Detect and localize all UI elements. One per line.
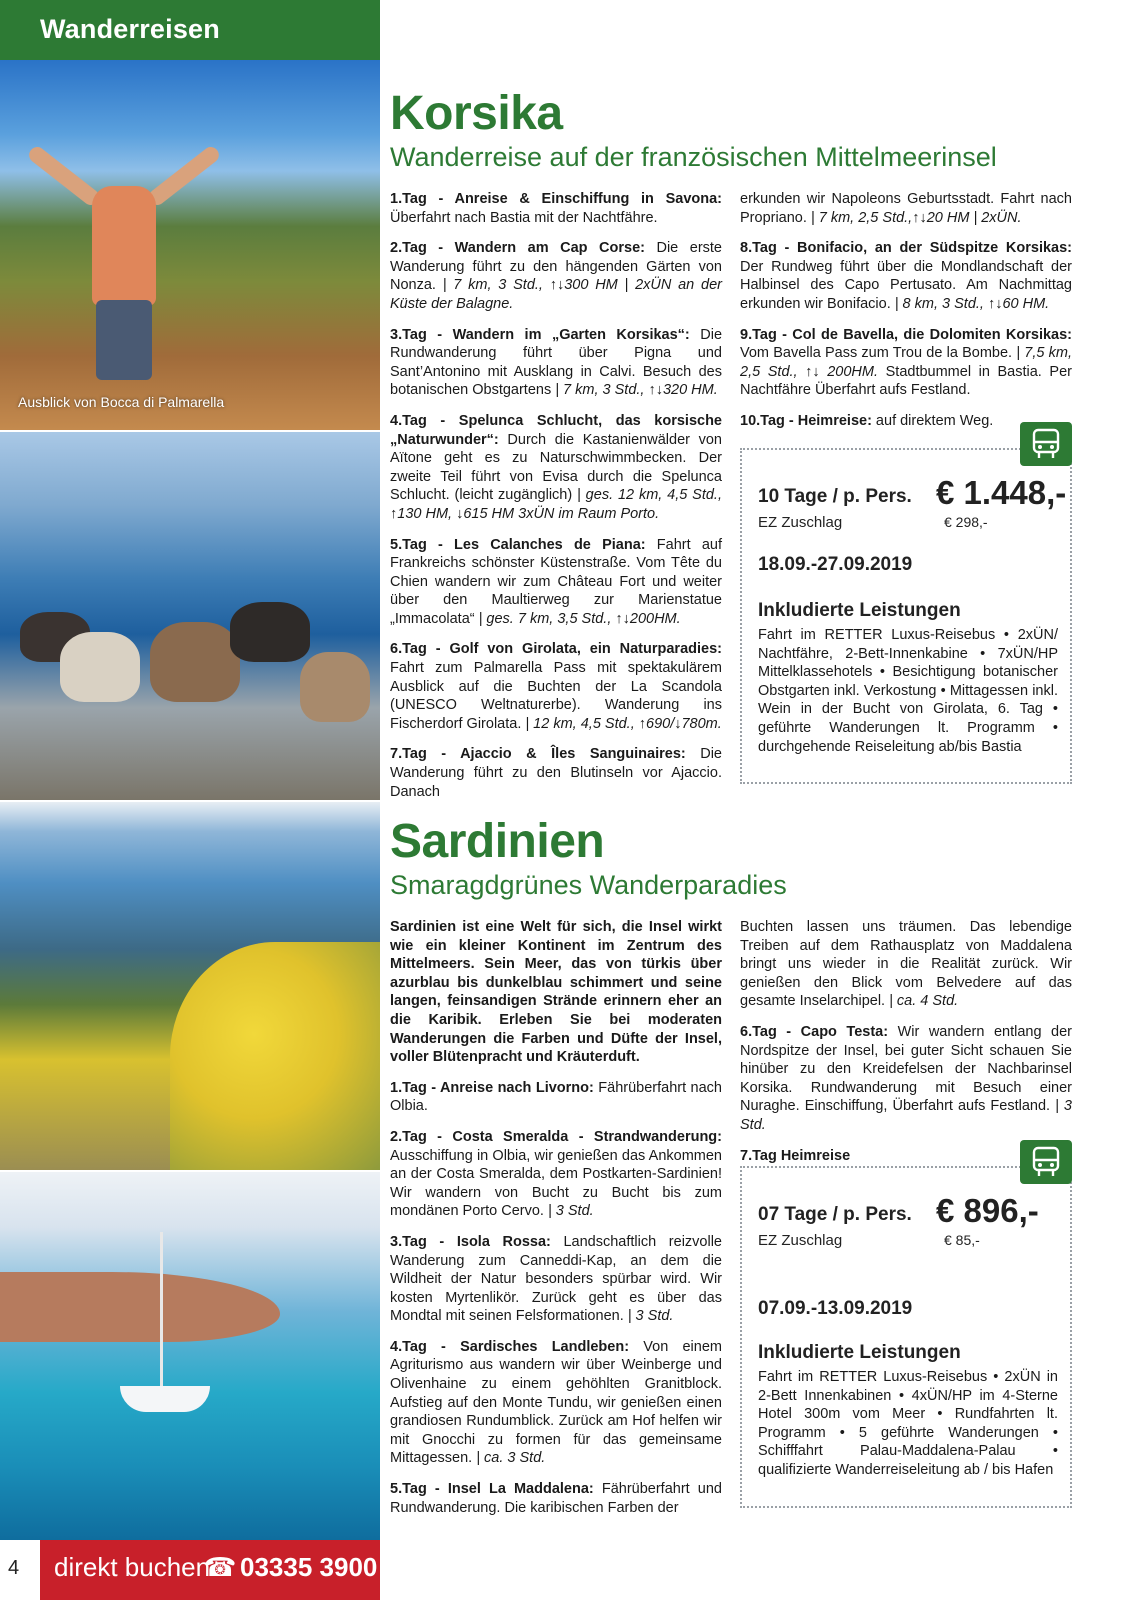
korsika-ez-label: EZ Zuschlag [758, 514, 843, 531]
day-heading: 5.Tag - Insel La Maddalena: [390, 1481, 594, 1498]
day-heading: 2.Tag - Costa Smeralda - Strandwanderung: [390, 1128, 722, 1145]
sardinien-itinerary-left [390, 918, 722, 1529]
day-heading: 3.Tag - Isola Rossa: [390, 1233, 551, 1250]
day-meta: | 3 Std. [740, 1098, 1072, 1133]
sardinien-dates: 07.09.-13.09.2019 [758, 1298, 913, 1319]
day-text: Fahrt auf Frankreichs schönster Küstenstraße. Vom Tête du Chien wandern wir zum Château Fort und weiter über den Maultierweg zur Marienstatue „Immacolata“ [390, 536, 722, 627]
sardinien-ez-label: EZ Zuschlag [758, 1232, 843, 1249]
day-text: Stadtbummel in Bastia. Per Nachtfähre Überfahrt aufs Festland. [740, 363, 1072, 399]
day-heading: 3.Tag - Wandern im „Garten Korsikas“: [390, 326, 690, 343]
korsika-itinerary-right [740, 190, 1072, 443]
day-meta: | ca. 3 Std. [472, 1450, 546, 1467]
day-meta: | 3 Std. [543, 1203, 594, 1220]
day-text: Durch die Kastanienwälder von Aïtone geht es zu Naturschwimmbecken. Der zweite Teil führt von Evisa durch die Spelunca Schlucht. (leicht zugänglich) [390, 431, 722, 504]
day-text: Die Rundwanderung führt über Pigna und Sant’Antonino mit Ausklang in Calvi. Besuch des botanischen Obstgartens [390, 326, 723, 399]
day-entry [390, 190, 722, 227]
day-text: erkunden wir Napoleons Geburtsstadt. Fahrt nach Propriano. [740, 191, 1072, 226]
day-entry [740, 190, 1072, 227]
sardinien-itinerary-right [740, 918, 1072, 1177]
day-text: Landschaftlich reizvolle Wanderung zum Canneddi-Kap, an dem die Wildheit der Natur besonders spürbar wird. Wir kosten Myrtenlikör. Zurück geht es über das Mondtal mit seinen Felsformationen. [390, 1233, 722, 1325]
photo-caption: Ausblick von Bocca di Palmarella [18, 394, 225, 410]
bus-icon [1020, 422, 1072, 466]
photo-goats [0, 432, 380, 800]
day-text: Überfahrt nach Bastia mit der Nachtfähre. [390, 209, 658, 226]
day-entry [390, 1338, 722, 1468]
direkt-buchen-label: direkt buchen [54, 1552, 211, 1582]
day-meta: | ges. 12 km, 4,5 Std., ↑130 HM, ↓615 HM 3xÜN im Raum Porto. [390, 487, 722, 522]
sardinien-included-title: Inkludierte Leistungen [758, 1342, 961, 1363]
day-heading: 7.Tag - Ajaccio & Îles Sanguinaires: [390, 746, 686, 763]
day-text: Wir wandern entlang der Nordspitze der Insel, bei guter Sicht schauen Sie hinüber zu den Kreidefelsen der Nachbarinsel Korsika. Rundwanderung mit Besuch einer Nuraghe. Einschiffung, Überfahrt aufs Festland. [740, 1023, 1073, 1115]
korsika-price: € 1.448,- [936, 474, 1067, 511]
sardinien-title: Sardinien [390, 815, 605, 868]
sardinien-lead: Sardinien ist eine Welt für sich, die Insel wirkt wie ein kleiner Kontinent im Zentrum des Mittelmeers. Sein Meer, das von türkis über azurblau bis dunkelblau schimmert und seine langen, feinsandigen Strände erinnern eher an die Karibik. Erleben Sie bei moderaten Wanderungen die Farben und Düfte der Insel, voller Blütenpracht und Kräuterduft. [390, 919, 722, 1066]
day-text: Die Wanderung führt zu den Blutinseln vor Ajaccio. Danach [390, 746, 722, 800]
day-meta: | 7 km, 3 Std., ↑↓300 HM | 2xÜN an der Küste der Balagne. [390, 277, 722, 312]
day-entry [740, 239, 1072, 313]
page-number: 4 [8, 1557, 20, 1579]
day-entry [390, 640, 722, 733]
sardinien-price: € 896,- [936, 1192, 1039, 1229]
day-text: Die erste Wanderung führt zu den hängenden Gärten von Nonza. [390, 240, 722, 294]
day-meta: | ges. 7 km, 3,5 Std., ↑↓200HM. [474, 610, 681, 627]
day-meta: | ca. 4 Std. [885, 993, 959, 1010]
day-entry [740, 326, 1072, 400]
day-entry [390, 745, 722, 801]
bus-icon [1020, 1140, 1072, 1184]
day-heading: 6.Tag - Capo Testa: [740, 1023, 889, 1040]
day-entry [390, 1233, 722, 1326]
day-text: Fährüberfahrt nach Olbia. [390, 1079, 722, 1115]
korsika-included-title: Inkludierte Leistungen [758, 600, 961, 621]
sardinien-included-text: Fahrt im RETTER Luxus-Reisebus • 2xÜN in 2-Bett Innenkabinen • 4xÜN/HP im 4-Sterne Hotel 300m vom Meer • Rundfahrten lt. Programm • 5 geführte Wanderungen • Schifffahrt Palau-Maddalena-Palau • qualifizierte Wanderreiseleitung ab / bis Hafen [758, 1369, 1058, 1478]
photo-coast-flowers [0, 802, 380, 1170]
day-entry [390, 1079, 722, 1116]
day-heading: 4.Tag - Spelunca Schlucht, das korsische „Naturwunder“: [390, 412, 722, 448]
korsika-itinerary-left [390, 190, 722, 813]
section-tab [0, 0, 380, 60]
day-heading: 6.Tag - Golf von Girolata, ein Naturparadies: [390, 641, 722, 658]
korsika-title: Korsika [390, 87, 563, 140]
day-entry [390, 1128, 722, 1221]
day-meta: | 3 Std. [623, 1308, 674, 1325]
korsika-subtitle: Wanderreise auf der französischen Mittelmeerinsel [390, 142, 997, 172]
booking-footer[interactable] [40, 1540, 380, 1600]
sardinien-duration: 07 Tage / p. Pers. [758, 1204, 912, 1225]
day-heading: 10.Tag - Heimreise: [740, 412, 872, 429]
day-text: Buchten lassen uns träumen. Das lebendige Treiben auf dem Rathausplatz von Maddalena bringt uns wieder in die Realität zurück. Wir genießen den Blick vom Belvedere auf das gesamte Inselarchipel. [740, 919, 1072, 1010]
day-entry [390, 326, 722, 400]
day-entry [390, 1480, 722, 1517]
day-text: Ausschiffung in Olbia, wir genießen das Ankommen an der Costa Smeralda, dem Postkarten-Sardinien! Wir wandern von Bucht zu Bucht bis zum mondänen Porto Cervo. [390, 1147, 722, 1220]
korsika-dates: 18.09.-27.09.2019 [758, 554, 913, 575]
section-tab-label: Wanderreisen [40, 14, 220, 44]
day-heading: 8.Tag - Bonifacio, an der Südspitze Korsikas: [740, 240, 1072, 257]
day-entry [390, 412, 722, 524]
day-entry [740, 1023, 1072, 1135]
day-entry [390, 239, 722, 313]
day-heading: 7.Tag Heimreise [740, 1147, 851, 1164]
sardinien-subtitle: Smaragdgrünes Wanderparadies [390, 870, 787, 900]
day-heading: 2.Tag - Wandern am Cap Corse: [390, 240, 645, 257]
day-meta: | 7 km, 2,5 Std.,↑↓20 HM | 2xÜN. [806, 209, 1022, 226]
day-heading: 9.Tag - Col de Bavella, die Dolomiten Korsikas: [740, 326, 1072, 343]
phone-number[interactable]: 03335 3900 [240, 1552, 378, 1582]
korsika-included-text: Fahrt im RETTER Luxus-Reisebus • 2xÜN/ Nachtfähre, 2-Bett-Innenkabine • 7xÜN/HP Mittelklassehotels • Besichtigung botanischer Obstgarten inkl. Verkostung • Mittagessen inkl. Wein in der Bucht von Girolata, 6. Tag • geführte Wanderungen lt. Programm • durchgehende Reiseleitung ab/bis Bastia [758, 627, 1058, 755]
korsika-price-box [740, 448, 1072, 784]
sardinien-ez-price: € 85,- [944, 1232, 980, 1248]
day-meta: | 7,5 km, 2,5 Std., ↑↓ 200HM. [740, 345, 1072, 380]
day-heading: 1.Tag - Anreise nach Livorno: [390, 1079, 594, 1096]
day-text: Fahrt zum Palmarella Pass mit spektakulärem Ausblick auf die Buchten der La Scandola (UNESCO Weltnaturerbe). Wanderung ins Fischerdorf Girolata. [390, 660, 722, 732]
telephone-icon: ☎ [204, 1552, 237, 1582]
day-meta: | 12 km, 4,5 Std., ↑690/↓780m. [521, 715, 722, 732]
day-heading: 5.Tag - Les Calanches de Piana: [390, 536, 646, 553]
day-heading: 4.Tag - Sardisches Landleben: [390, 1338, 630, 1355]
day-entry [390, 536, 722, 629]
day-text: Von einem Agriturismo aus wandern wir über Weinberge und Olivenhaine zu einem gehöhlten Granitblock. Aufstieg auf den Monte Tundu, wir genießen einen grandiosen Rundumblick. Zurück am Hof helfen wir mit Gnocchi zu formen für das gemeinsame Mittagessen. [390, 1338, 722, 1467]
day-text: auf direktem Weg. [871, 412, 994, 429]
korsika-duration: 10 Tage / p. Pers. [758, 486, 912, 507]
sardinien-price-box [740, 1166, 1072, 1508]
day-text: Der Rundweg führt über die Mondlandschaft der Halbinsel des Capo Pertusato. Am Nachmittag erkunden wir Bonifacio. [740, 258, 1072, 312]
day-meta: | 7 km, 3 Std., ↑↓320 HM. [551, 382, 718, 399]
day-text: Vom Bavella Pass zum Trou de la Bombe. [740, 345, 1013, 362]
photo-hiker-palmarella [0, 60, 380, 430]
photo-sailboat-bay [0, 1172, 380, 1540]
day-meta: | 8 km, 3 Std., ↑↓60 HM. [890, 295, 1050, 312]
day-text: Fährüberfahrt und Rundwanderung. Die karibischen Farben der [390, 1481, 722, 1516]
day-heading: 1.Tag - Anreise & Einschiffung in Savona: [390, 191, 722, 207]
day-entry [740, 918, 1072, 1011]
korsika-ez-price: € 298,- [944, 514, 988, 530]
